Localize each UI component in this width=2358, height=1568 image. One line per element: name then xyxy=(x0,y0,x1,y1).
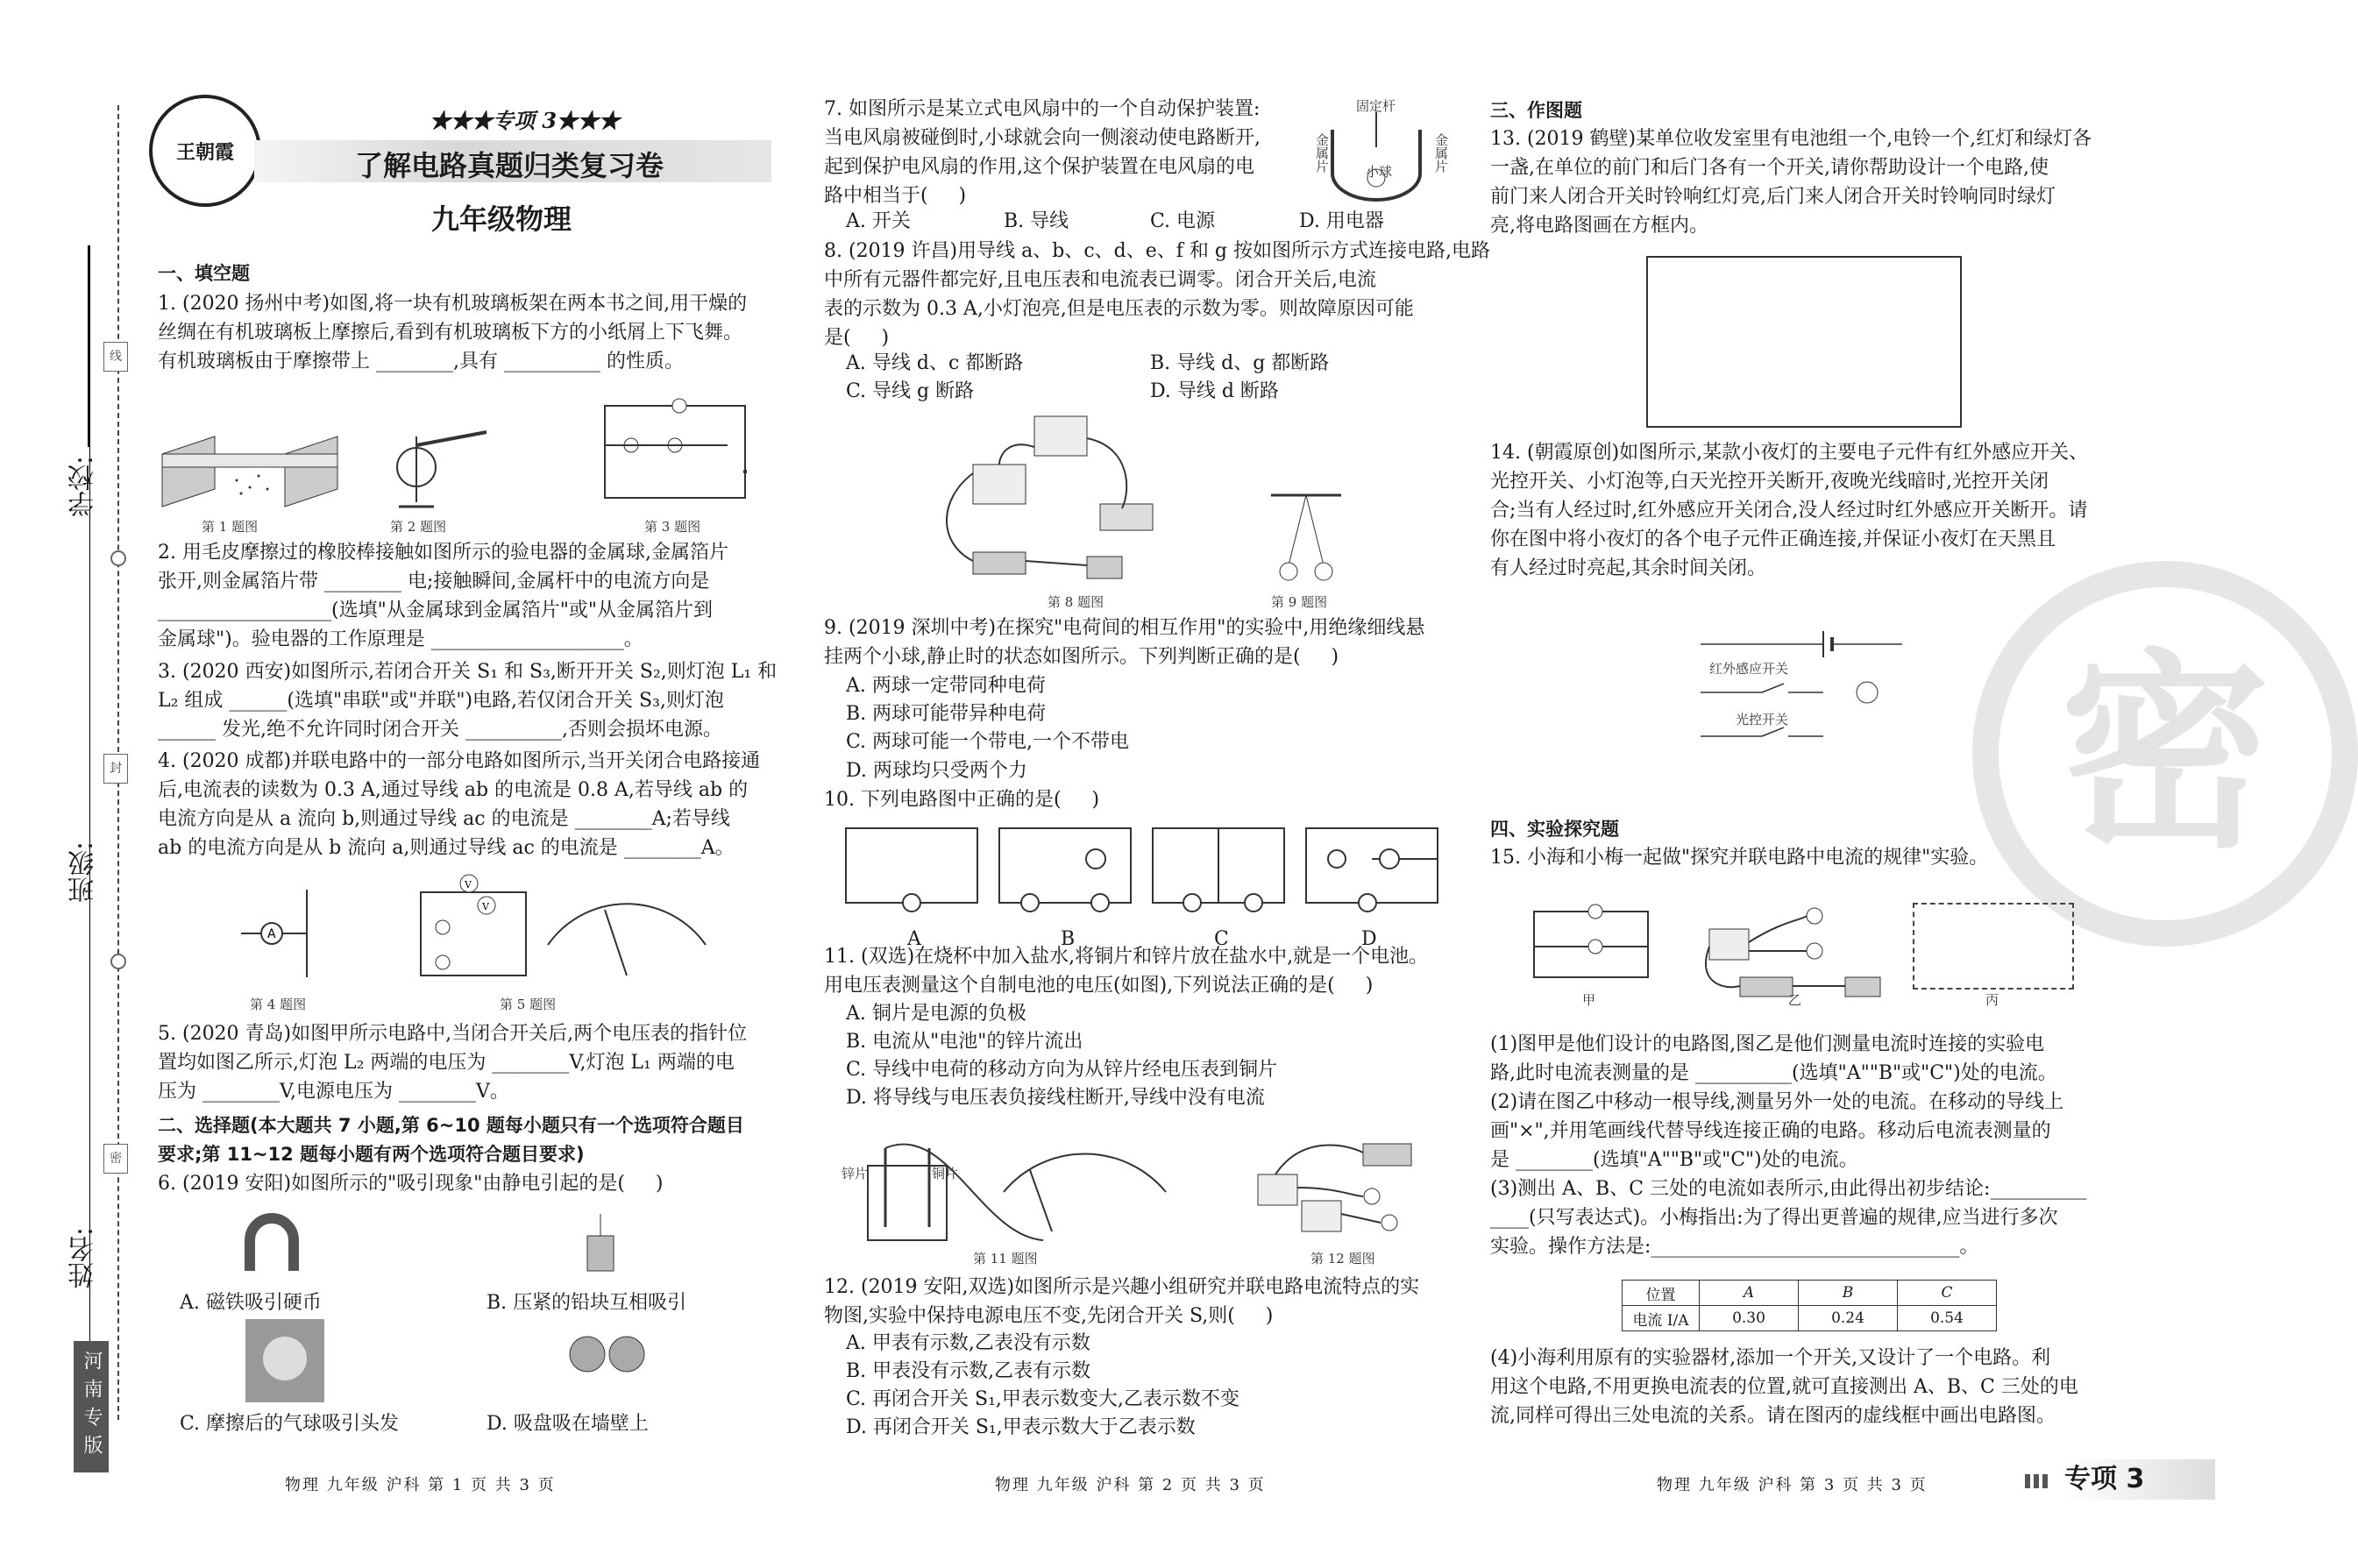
fig15-box-bing[interactable] xyxy=(1913,903,2074,990)
table-cell: 0.30 xyxy=(1700,1306,1799,1331)
question-7: 7. 如图所示是某立式电风扇中的一个自动保护装置: 当电风扇被碰倒时,小球就会向一侧滚动使电路断开, 起到保护电风扇的作用,这个保护装置在电风扇的电 路中相当于( ) xyxy=(824,98,1261,207)
fig3-circuit xyxy=(596,393,754,507)
option-12d[interactable]: D. 再闭合开关 S₁,甲表示数大于乙表示数 xyxy=(846,1416,1196,1438)
question-6: 6. (2019 安阳)如图所示的"吸引现象"由静电引起的是( ) xyxy=(158,1173,664,1195)
question-13: 13. (2019 鹤壁)某单位收发室里有电池组一个,电铃一个,红灯和绿灯各 一盏,在单位的前门和后门各有一个开关,请你帮助设计一个电路,使 前门来人闭合开关时铃响红灯亮,后门来人闭合开关时铃响同时绿灯 亮,将电路图画在方框内。 xyxy=(1490,128,2092,237)
fig14-night-light xyxy=(1692,622,1911,745)
option-12b[interactable]: B. 甲表没有示数,乙表有示数 xyxy=(846,1360,1091,1382)
question-3: 3. (2020 西安)如图所示,若闭合开关 S₁ 和 S₃,断开开关 S₂,则灯泡 L₁ 和 L₂ 组成 ______(选填"串联"或"并联")电路,若仅闭合开关 S₃,则灯泡 ______ 发光,绝不允许同时闭合开关 __________,否则会损坏电源。 xyxy=(158,661,778,741)
fig12-parallel-circuit xyxy=(1249,1126,1442,1245)
fig2-caption: 第 2 题图 xyxy=(390,519,447,535)
fig4-ammeter-branch xyxy=(237,885,342,982)
fig7-label-left-plate: 金属片 xyxy=(1314,133,1330,173)
page-subtitle: 九年级物理 xyxy=(431,202,572,236)
suction-cups-image xyxy=(561,1328,649,1389)
question-10: 10. 下列电路图中正确的是( ) xyxy=(824,789,1100,811)
table-header: C xyxy=(1898,1281,1997,1306)
option-12a[interactable]: A. 甲表有示数,乙表没有示数 xyxy=(846,1332,1090,1354)
table-cell: 0.24 xyxy=(1799,1306,1898,1331)
lead-blocks-image xyxy=(574,1214,627,1284)
fig11-caption: 第 11 题图 xyxy=(973,1251,1038,1266)
fig11-label-copper: 铜片 xyxy=(932,1166,959,1181)
fig8-wiring xyxy=(929,412,1192,587)
fig7-label-right-plate: 金属片 xyxy=(1433,133,1449,173)
q13-answer-box[interactable] xyxy=(1646,256,1962,428)
fig15-label-jia: 甲 xyxy=(1582,992,1596,1008)
fig15-label-yi: 乙 xyxy=(1788,992,1802,1008)
option-7b[interactable]: B. 导线 xyxy=(1004,210,1069,232)
brand-logo xyxy=(149,95,261,207)
footer-page-1: 物理 九年级 沪科 第 1 页 共 3 页 xyxy=(285,1476,556,1494)
q10-circuits xyxy=(842,819,1446,920)
option-9a[interactable]: A. 两球一定带同种电荷 xyxy=(846,675,1046,697)
balloon-hair-image xyxy=(245,1319,324,1402)
seal-char-xian: 线 xyxy=(103,342,128,372)
option-9c[interactable]: C. 两球可能一个带电,一个不带电 xyxy=(846,731,1130,753)
seal-char-feng: 封 xyxy=(103,754,128,784)
magnet-image xyxy=(237,1218,307,1280)
fig1-caption: 第 1 题图 xyxy=(202,519,259,535)
option-9b[interactable]: B. 两球可能带异种电荷 xyxy=(846,703,1047,725)
svg-text:A: A xyxy=(267,927,276,941)
table-header: A xyxy=(1700,1281,1799,1306)
option-8c[interactable]: C. 导线 g 断路 xyxy=(846,380,975,402)
fig15-circuit-yi xyxy=(1696,903,1898,1004)
option-7a[interactable]: A. 开关 xyxy=(846,210,911,232)
option-8a[interactable]: A. 导线 d、c 都断路 xyxy=(846,352,1024,374)
option-8d[interactable]: D. 导线 d 断路 xyxy=(1150,380,1279,402)
fig12-caption: 第 12 题图 xyxy=(1310,1251,1375,1266)
school-line xyxy=(88,245,89,447)
option-11b[interactable]: B. 电流从"电池"的锌片流出 xyxy=(846,1031,1083,1053)
watermark-seal: 密 xyxy=(1972,561,2358,947)
question-11: 11. (双选)在烧杯中加入盐水,将铜片和锌片放在盐水中,就是一个电池。 用电压表测量这个自制电池的电压(如图),下列说法正确的是( ) xyxy=(824,946,1429,997)
fig15-label-bing: 丙 xyxy=(1985,992,1999,1008)
fig9-caption: 第 9 题图 xyxy=(1271,594,1328,610)
option-12c[interactable]: C. 再闭合开关 S₁,甲表示数变大,乙表示数不变 xyxy=(846,1388,1239,1410)
svg-text:V: V xyxy=(482,901,489,912)
option-9d[interactable]: D. 两球均只受两个力 xyxy=(846,760,1027,782)
option-6b[interactable]: B. 压紧的铅块互相吸引 xyxy=(487,1292,687,1314)
section-drawing-title: 三、作图题 xyxy=(1490,100,1582,121)
question-1: 1. (2020 扬州中考)如图,将一块有机玻璃板架在两本书之间,用干燥的 丝绸在有机玻璃板上摩擦后,看到有机玻璃板下方的小纸屑上下飞舞。 有机玻璃板由于摩擦带上 ________,具有 __________ 的性质。 xyxy=(158,293,748,372)
fig14-label-light-switch: 光控开关 xyxy=(1736,712,1789,727)
fig5-caption: 第 5 题图 xyxy=(500,997,557,1012)
question-4: 4. (2020 成都)并联电路中的一部分电路如图所示,当开关闭合电路接通 后,电流表的读数为 0.3 A,通过导线 ab 的电流是 0.8 A,若导线 ab 的 电流方向是从 a 流向 b,则通过导线 ac 的电流是 ________A;若导线 ab 的电流方向是从 b 流向 a,则通过导线 ac 的电流是 ________A。 xyxy=(158,750,761,859)
fig3-caption: 第 3 题图 xyxy=(644,519,701,535)
option-7c[interactable]: C. 电源 xyxy=(1150,210,1216,232)
question-8: 8. (2019 许昌)用导线 a、b、c、d、e、f 和 g 按如图所示方式连接电路,电路 中所有元器件都完好,且电压表和电流表已调零。闭合开关后,电流 表的示数为 0.3 A,小灯泡亮,但是电压表的示数为零。则故障原因可能 是( ) xyxy=(824,240,1490,349)
seal-char-mi: 密 xyxy=(103,1144,128,1174)
fig2-electroscope xyxy=(381,419,504,515)
table-header: B xyxy=(1799,1281,1898,1306)
fig4-caption: 第 4 题图 xyxy=(250,997,307,1012)
fig11-label-zinc: 锌片 xyxy=(842,1166,869,1181)
binding-hole xyxy=(110,550,126,566)
fig14-label-infrared: 红外感应开关 xyxy=(1709,661,1789,677)
page-title: 了解电路真题归类复习卷 xyxy=(355,149,664,182)
question-12: 12. (2019 安阳,双选)如图所示是兴趣小组研究并联电路电流特点的实 物图,实验中保持电源电压不变,先闭合开关 S,则( ) xyxy=(824,1276,1420,1327)
option-11c[interactable]: C. 导线中电荷的移动方向为从锌片经电压表到铜片 xyxy=(846,1059,1278,1081)
table-header: 位置 xyxy=(1623,1281,1700,1306)
fig15-circuit-jia xyxy=(1525,903,1657,990)
section-fill-in-title: 一、填空题 xyxy=(158,263,250,284)
logo-text: 王朝霞 xyxy=(175,140,234,164)
question-15: 15. 小海和小梅一起做"探究并联电路中电流的规律"实验。 xyxy=(1490,847,1989,869)
question-5: 5. (2020 青岛)如图甲所示电路中,当闭合开关后,两个电压表的指针位 置均如图乙所示,灯泡 L₂ 两端的电压为 ________V,灯泡 L₁ 两端的电 压为 ________V,电源电压为 ________V。 xyxy=(158,1023,748,1103)
footer-page-3: 物理 九年级 沪科 第 3 页 共 3 页 xyxy=(1657,1476,1928,1494)
fig1-glass-plate xyxy=(153,419,346,515)
option-6c[interactable]: C. 摩擦后的气球吸引头发 xyxy=(180,1413,400,1435)
option-10d[interactable]: D xyxy=(1361,928,1377,950)
fig8-caption: 第 8 题图 xyxy=(1048,594,1104,610)
footer-page-2: 物理 九年级 沪科 第 2 页 共 3 页 xyxy=(995,1476,1266,1494)
question-15-parts-1-3: (1)图甲是他们设计的电路图,图乙是他们测量电流时连接的实验电 路,此时电流表测量的是 __________(选填"A""B"或"C")处的电流。 (2)请在图乙中移动一根导线,测量另外一处的电流。在移动的导线上 画"×",并用笔画线代替导线连接正确的电路。移动后电流表测量的 是 ________(选填"A""B"或"C")处的电流。 (3)测出 A、B、C 三处的电流如表所示,由此得出初步结论:__________ ____(只写表达式)。小梅指出:为了得出更普遍的规律,应当进行多次 实验。操作方法是:________________________________。 xyxy=(1490,1033,2087,1258)
option-8b[interactable]: B. 导线 d、g 都断路 xyxy=(1150,352,1330,374)
option-6a[interactable]: A. 磁铁吸引硬币 xyxy=(180,1292,322,1314)
fig5-circuit-and-meter xyxy=(416,875,723,989)
option-11a[interactable]: A. 铜片是电源的负极 xyxy=(846,1003,1026,1025)
question-2: 2. 用毛皮摩擦过的橡胶棒接触如图所示的验电器的金属球,金属箔片 张开,则金属箔片带 ________ 电;接触瞬间,金属杆中的电流方向是 __________________(选填"从金属球到金属箔片"或"从金属箔片到 金属球")。验电器的工作原理是 ____________________。 xyxy=(158,542,728,650)
question-15-part-4: (4)小海利用原有的实验器材,添加一个开关,又设计了一个电路。利 用这个电路,不用更换电流表的位置,就可直接测出 A、B、C 三处的电 流,同样可得出三处电流的关系。请在图丙的虚线框中画出电路图。 xyxy=(1490,1347,2078,1427)
fig7-label-ball: 小球 xyxy=(1366,164,1393,180)
section-choice-title: 二、选择题(本大题共 7 小题,第 6~10 题每小题只有一个选项符合题目 要求;第 11~12 题每小题有两个选项符合题目要求) xyxy=(158,1115,744,1165)
current-data-table xyxy=(1622,1280,1997,1331)
option-10c[interactable]: C xyxy=(1214,928,1229,950)
option-7d[interactable]: D. 用电器 xyxy=(1299,210,1384,232)
table-row-label: 电流 I/A xyxy=(1623,1306,1700,1331)
footer-decor-squares xyxy=(2025,1474,2051,1488)
question-14: 14. (朝霞原创)如图所示,某款小夜灯的主要电子元件有红外感应开关、 光控开关、小灯泡等,白天光控开关断开,夜晚光线暗时,光控开关闭 合;当有人经过时,红外感应开关闭合,没人经过时红外感应开关断开。请 你在图中将小夜灯的各个电子元件正确连接,并保证小夜灯在天黑且 有人经过时亮起,其余时间关闭。 xyxy=(1490,442,2089,579)
fig9-suspended-balls xyxy=(1267,491,1346,587)
fig11-battery-voltmeter xyxy=(842,1131,1175,1249)
school-label: 学校: xyxy=(68,456,99,518)
binding-hole xyxy=(110,954,126,969)
option-6d[interactable]: D. 吸盘吸在墙壁上 xyxy=(487,1413,649,1435)
class-label: 班级: xyxy=(68,841,99,904)
section-experiment-title: 四、实验探究题 xyxy=(1490,819,1619,840)
special-label: ★★★专项 3★★★ xyxy=(430,108,621,133)
question-9: 9. (2019 深圳中考)在探究"电荷间的相互作用"的实验中,用绝缘细线悬 挂两个小球,静止时的状态如图所示。下列判断正确的是( ) xyxy=(824,617,1425,668)
option-11d[interactable]: D. 将导线与电压表负接线柱断开,导线中没有电流 xyxy=(846,1087,1265,1109)
option-10a[interactable]: A xyxy=(907,928,921,950)
option-10b[interactable]: B xyxy=(1061,928,1076,950)
name-label: 姓名: xyxy=(68,1227,99,1289)
edition-badge: 河南专版 xyxy=(74,1341,109,1472)
table-cell: 0.54 xyxy=(1898,1306,1997,1331)
fig7-label-rod: 固定杆 xyxy=(1356,98,1396,114)
svg-text:V: V xyxy=(465,879,472,890)
footer-badge: 专项 3 xyxy=(2064,1459,2215,1500)
